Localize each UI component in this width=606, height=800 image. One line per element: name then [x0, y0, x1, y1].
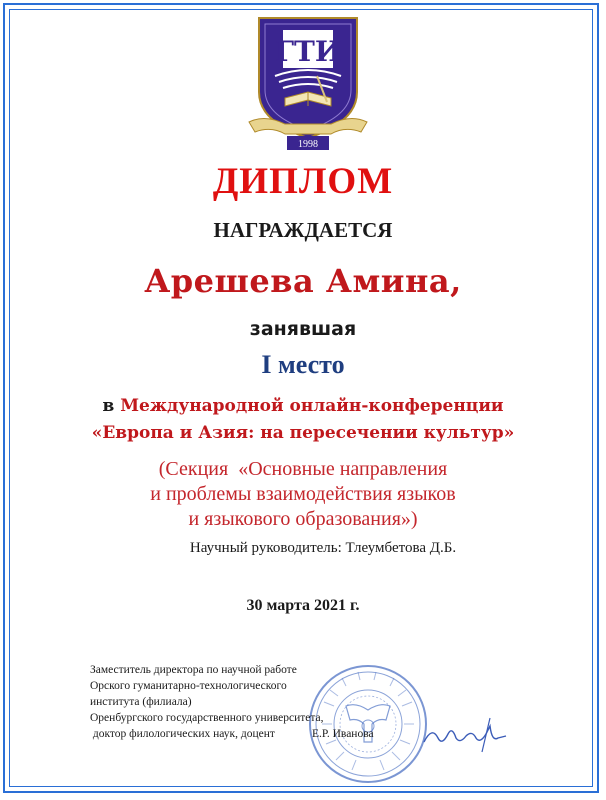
recipient-name: Арешева Амина, — [144, 262, 462, 300]
logo-year: 1998 — [298, 139, 318, 150]
institute-emblem-icon — [245, 10, 371, 162]
diploma-title: ДИПЛОМ — [212, 161, 394, 202]
conference-name: Международной онлайн-конференции — [120, 396, 504, 416]
conference-line-2: «Европа и Азия: на пересечении культур» — [91, 423, 515, 443]
took-label: занявшая — [249, 318, 357, 340]
diploma-date: 30 марта 2021 г. — [246, 597, 360, 614]
section-line-3: и языкового образования») — [188, 508, 418, 530]
signatory-line-2: Орского гуманитарно-технологического — [90, 680, 287, 692]
signature-icon — [420, 712, 510, 756]
conference-prefix: в — [102, 396, 115, 416]
signatory-block — [90, 662, 374, 742]
signatory-name: Е.Р. Иванова — [312, 728, 374, 740]
section-line-1: (Секция «Основные направления — [158, 458, 448, 480]
official-seal-icon — [306, 662, 430, 786]
signatory-line-5: доктор филологических наук, доцент — [90, 728, 275, 740]
section-line-2: и проблемы взаимодействия языков — [150, 483, 456, 505]
logo-letters: ГТИ — [274, 35, 342, 68]
place-label: I место — [261, 350, 345, 379]
signatory-line-1: Заместитель директора по научной работе — [90, 664, 297, 676]
signatory-line-4: Оренбургского государственного университета, — [90, 712, 324, 724]
conference-line-1 — [0, 396, 606, 416]
awarded-label: НАГРАЖДАЕТСЯ — [213, 218, 393, 242]
supervisor-line: Научный руководитель: Тлеумбетова Д.Б. — [189, 540, 457, 556]
signatory-line-3: института (филиала) — [90, 696, 192, 708]
